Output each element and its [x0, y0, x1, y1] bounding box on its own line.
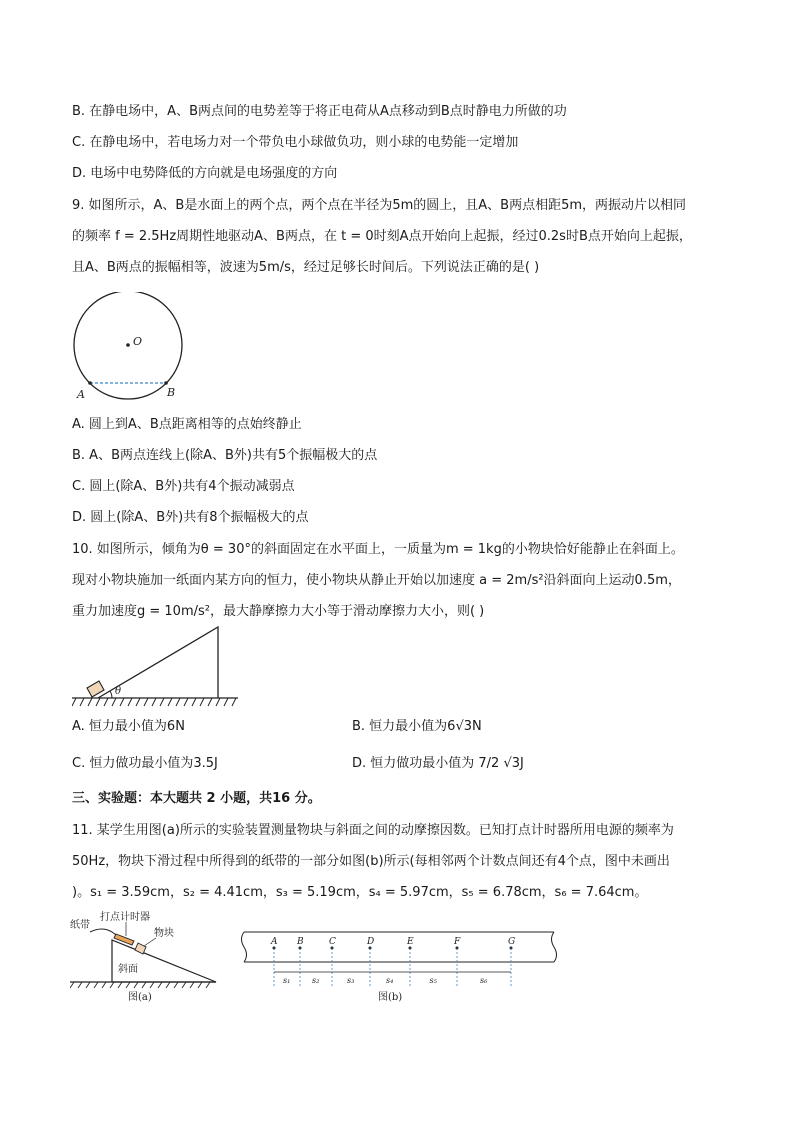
section-3-heading: 三、实验题：本大题共 2 小题，共16 分。 — [72, 791, 321, 806]
q9-label-b: B — [167, 386, 176, 399]
fig-a-ground-hatch — [70, 982, 210, 988]
fig-a-label-slope: 斜面 — [118, 964, 138, 975]
tape-right-tear — [552, 932, 557, 962]
option-c: C. 在静电场中，若电场力对一个带负电小球做负功，则小球的电势能一定增加 — [72, 135, 519, 150]
fig-a-block — [135, 943, 146, 954]
tape-point-label: C — [329, 937, 336, 947]
tape-segment-label: s₂ — [312, 976, 320, 985]
q11-stem-line2: 50Hz，物块下滑过程中所得到的纸带的一部分如图(b)所示(每相邻两个计数点间还有4个点，图中未画出 — [72, 854, 670, 869]
q9-option-a: A. 圆上到A、B点距离相等的点始终静止 — [72, 417, 302, 432]
tape-left-tear — [242, 932, 247, 962]
tape-point-label: B — [297, 937, 304, 947]
option-b: B. 在静电场中，A、B两点间的电势差等于将正电荷从A点移动到B点时静电力所做的功 — [72, 104, 567, 119]
fig-b-caption: 图(b) — [378, 992, 403, 1003]
q9-label-a: A — [77, 388, 85, 401]
q10-stem-line2: 现对小物块施加一纸面内某方向的恒力，使小物块从静止开始以加速度 a = 2m/s²沿斜面向上运动0.5m， — [72, 573, 681, 588]
q9-point-a — [88, 381, 92, 385]
tape-point-label: D — [367, 937, 375, 947]
q9-point-b — [164, 381, 168, 385]
tape-point-label: G — [508, 937, 516, 947]
q9-option-d: D. 圆上(除A、B外)共有8个振幅极大的点 — [72, 510, 309, 525]
q9-option-b: B. A、B两点连线上(除A、B外)共有5个振幅极大的点 — [72, 448, 378, 463]
q10-option-d: D. 恒力做功最小值为 7/2 √3J — [352, 756, 524, 771]
fig-a-tape — [90, 929, 118, 937]
q9-circle-figure — [66, 292, 196, 404]
q9-stem-line1: 9. 如图所示，A、B是水面上的两个点，两个点在半径为5m的圆上，且A、B两点相距5m，两振动片以相同 — [72, 198, 687, 213]
tape-segment-label: s₄ — [386, 976, 394, 985]
q9-stem-line2: 的频率 f = 2.5Hz周期性地驱动A、B两点，在 t = 0时刻A点开始向上起振，经过0.2s时B点开始向上起振， — [72, 229, 692, 244]
q10-incline-figure — [72, 622, 242, 708]
q10-option-a: A. 恒力最小值为6N — [72, 719, 185, 734]
q11-tape-figure — [238, 926, 560, 1006]
fig-a-timer — [114, 934, 134, 945]
fig-a-label-tape: 纸带 — [70, 920, 90, 931]
tape-point-label: E — [407, 937, 414, 947]
q10-option-b: B. 恒力最小值为6√3N — [352, 719, 482, 734]
q11-stem-line1: 11. 某学生用图(a)所示的实验装置测量物块与斜面之间的动摩擦因数。已知打点计时器所用电源的频率为 — [72, 823, 674, 838]
fig-a-incline — [112, 940, 216, 982]
q10-block — [87, 681, 104, 697]
tape-segment-label: s₁ — [283, 976, 291, 985]
fig-a-caption: 图(a) — [128, 992, 152, 1003]
q11-stem-line3: )。s₁ = 3.59cm，s₂ = 4.41cm，s₃ = 5.19cm，s₄ = 5.97cm，s₅ = 6.78cm，s₆ = 7.64cm。 — [72, 885, 648, 900]
q9-option-c: C. 圆上(除A、B外)共有4个振动减弱点 — [72, 479, 295, 494]
q10-angle-label: θ — [115, 686, 122, 697]
fig-a-label-block: 物块 — [154, 928, 174, 939]
q9-center-dot — [126, 343, 130, 347]
tape-segment-label: s₅ — [429, 976, 437, 985]
q10-stem-line3: 重力加速度g = 10m/s²，最大静摩擦力大小等于滑动摩擦力大小，则( ) — [72, 604, 485, 619]
q10-ground-hatch — [72, 698, 236, 706]
tape-point-label: A — [271, 937, 278, 947]
q9-label-o: O — [133, 335, 143, 348]
q10-option-c: C. 恒力做功最小值为3.5J — [72, 756, 218, 771]
tape-segment-label: s₃ — [347, 976, 355, 985]
fig-a-label-timer: 打点计时器 — [100, 912, 150, 923]
tape-segment-label: s₆ — [480, 976, 488, 985]
option-d: D. 电场中电势降低的方向就是电场强度的方向 — [72, 166, 338, 181]
q10-stem-line1: 10. 如图所示，倾角为θ = 30°的斜面固定在水平面上，一质量为m = 1kg的小物块恰好能静止在斜面上。 — [72, 542, 684, 557]
fig-a-block-leader — [144, 938, 156, 946]
q11-apparatus-figure — [70, 910, 220, 1005]
q10-angle-arc — [110, 691, 112, 698]
tape-point-label: F — [454, 937, 461, 947]
q9-stem-line3: 且A、B两点的振幅相等，波速为5m/s，经过足够长时间后。下列说法正确的是( ) — [72, 260, 540, 275]
